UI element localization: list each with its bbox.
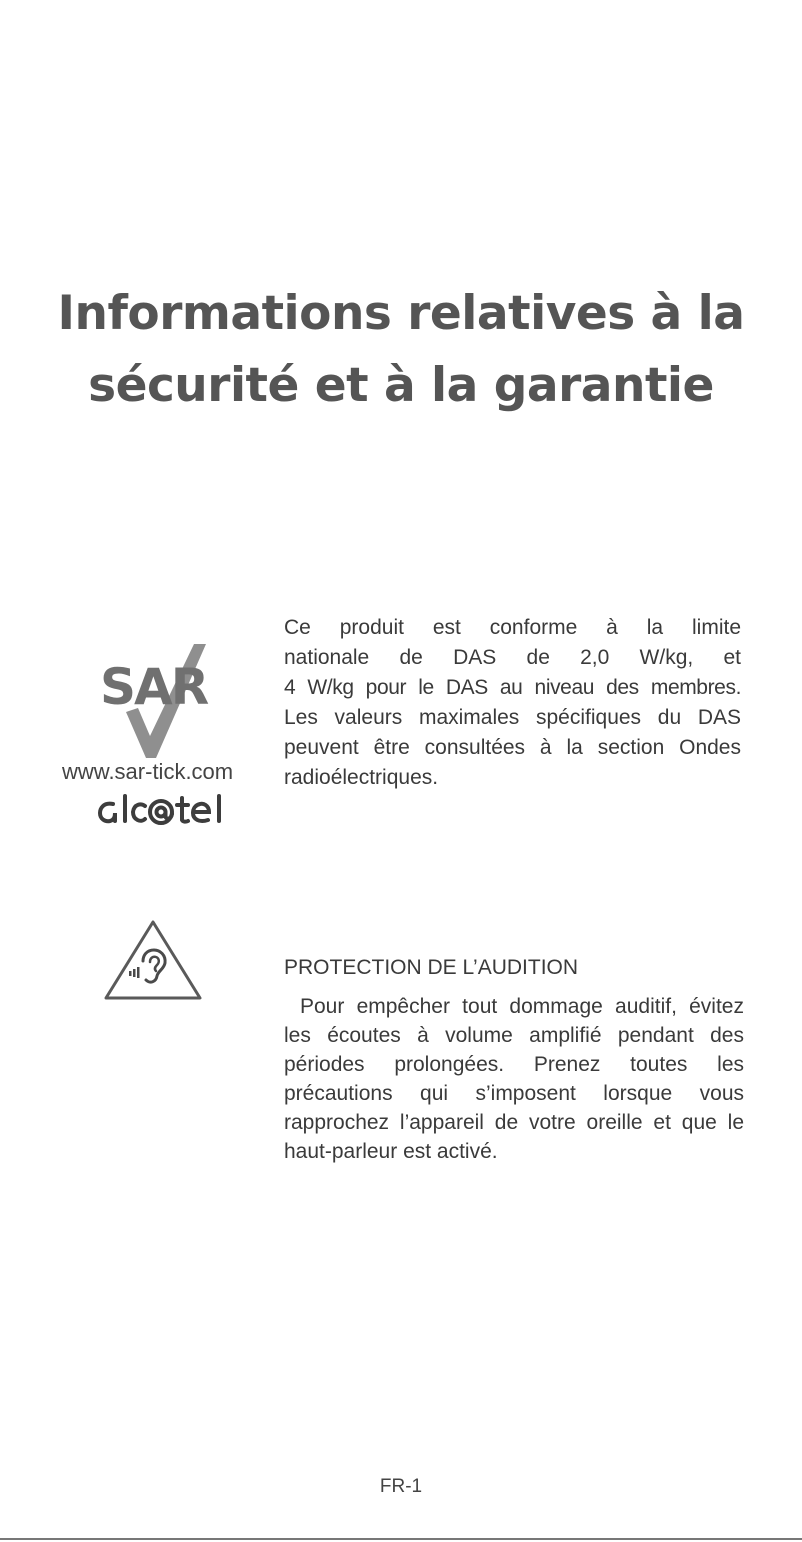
sar-text-line: nationale de DAS de 2,0 W/kg, et [284,646,741,669]
page-title-line-1: Informations relatives à la [57,286,745,341]
page-title-line-2: sécurité et à la garantie [88,358,714,413]
sar-text-line: Ce produit est conforme à la limite [284,616,741,639]
sar-logo-text: SAR [100,658,208,716]
sar-text-line: peuvent être consultées à la section Ondes [284,736,741,759]
footer-divider [0,1538,802,1540]
sar-url: www.sar-tick.com [62,759,234,784]
alcatel-logo-icon [97,792,229,826]
sar-description [284,614,741,794]
sar-text-line: Les valeurs maximales spécifiques du DAS [284,706,741,729]
page-title [0,278,802,422]
hearing-warning-icon [102,918,204,1002]
page-number: FR-1 [379,1476,423,1497]
hearing-text: Pour empêcher tout dommage auditif, évitez les écoutes à volume amplifié pendant des périodes prolongées. Prenez toutes les précautions qui s’imposent lorsque vous rapprochez l’appareil de votre oreille et que le haut-parleur est activé. [284,995,744,1163]
sar-logo-icon [98,640,228,760]
hearing-heading: PROTECTION DE L’AUDITION [284,956,579,979]
sar-text-line: 4 W/kg pour le DAS au niveau des membres. [284,676,741,699]
sar-text-line: radioélectriques. [284,766,439,789]
